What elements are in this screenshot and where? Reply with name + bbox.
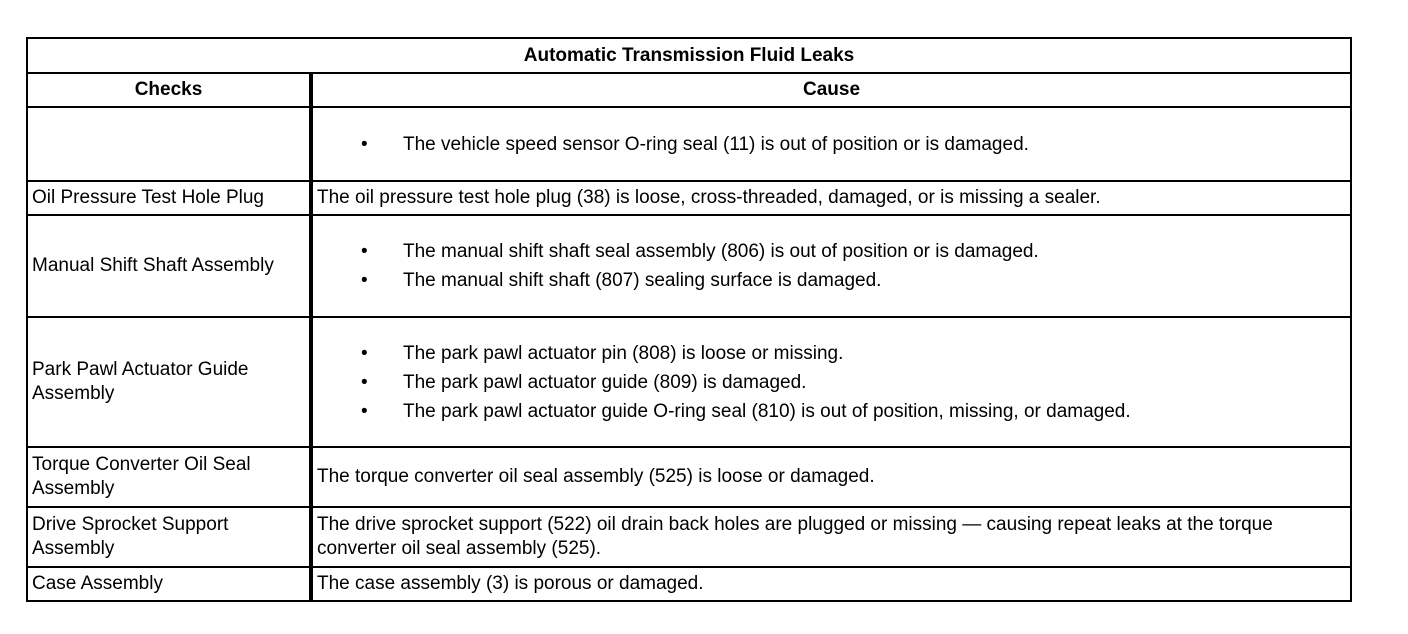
column-header-cause: Cause [311,73,1351,107]
fluid-leaks-table [26,37,1352,602]
cause-list-item: • The park pawl actuator guide (809) is damaged. [317,368,1346,397]
table-title: Automatic Transmission Fluid Leaks [27,38,1351,73]
table-title-row [27,38,1351,73]
cause-cell: The case assembly (3) is porous or damaged. [311,567,1351,601]
table-row [27,181,1351,215]
cause-cell: The drive sprocket support (522) oil drain back holes are plugged or missing — causing repeat leaks at the torque converter oil seal assembly (525). [311,507,1351,567]
table-row [27,447,1351,507]
cause-list-item: • The manual shift shaft seal assembly (806) is out of position or is damaged. [317,237,1346,266]
check-cell: Case Assembly [27,567,311,601]
cause-list [317,130,1346,159]
table-row [27,215,1351,317]
check-cell: Drive Sprocket Support Assembly [27,507,311,567]
check-cell [27,107,311,181]
cause-cell [311,215,1351,317]
check-cell: Oil Pressure Test Hole Plug [27,181,311,215]
column-header-checks: Checks [27,73,311,107]
table-row [27,107,1351,181]
cause-cell: The torque converter oil seal assembly (525) is loose or damaged. [311,447,1351,507]
table-header-row [27,73,1351,107]
cause-list [317,339,1346,426]
cause-list-item: • The manual shift shaft (807) sealing surface is damaged. [317,266,1346,295]
cause-cell [311,317,1351,447]
table-row [27,317,1351,447]
check-cell: Torque Converter Oil Seal Assembly [27,447,311,507]
check-cell: Park Pawl Actuator Guide Assembly [27,317,311,447]
cause-cell [311,107,1351,181]
table-row [27,567,1351,601]
cause-list-item: • The vehicle speed sensor O-ring seal (11) is out of position or is damaged. [317,130,1346,159]
cause-list-item: • The park pawl actuator pin (808) is loose or missing. [317,339,1346,368]
cause-list-item: • The park pawl actuator guide O-ring seal (810) is out of position, missing, or damaged. [317,397,1346,426]
table-row [27,507,1351,567]
check-cell: Manual Shift Shaft Assembly [27,215,311,317]
cause-cell: The oil pressure test hole plug (38) is loose, cross-threaded, damaged, or is missing a sealer. [311,181,1351,215]
cause-list [317,237,1346,295]
